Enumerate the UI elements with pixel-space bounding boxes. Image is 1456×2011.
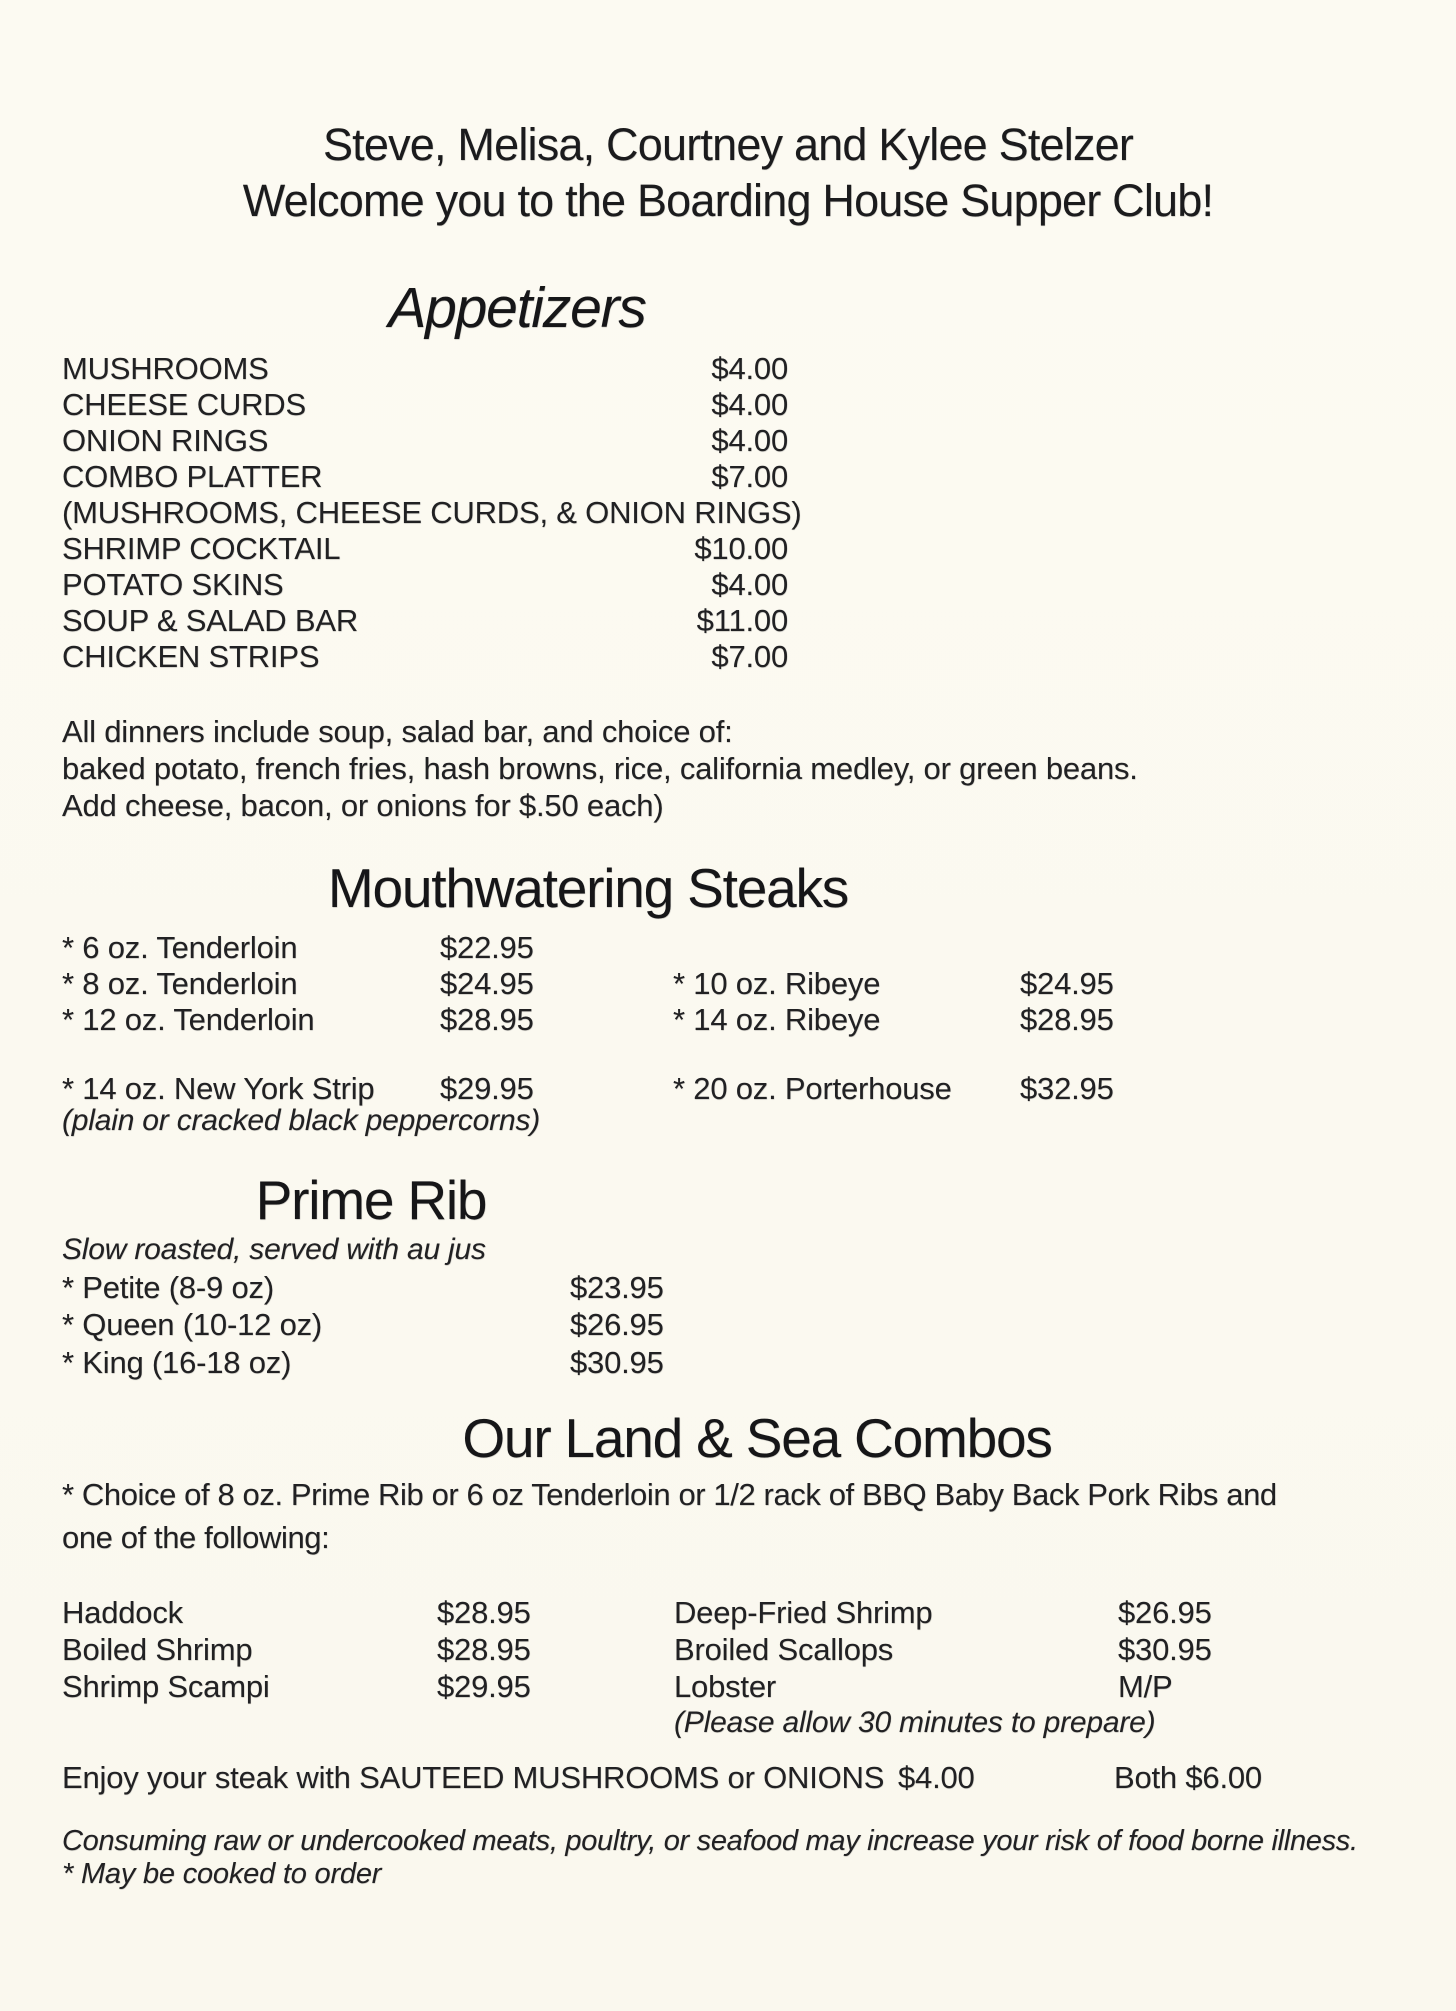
prime-rib-row: [0, 1307, 1456, 1343]
menu-item-name: * 8 oz. Tenderloin: [62, 966, 298, 1001]
land-sea-row: [0, 1595, 1456, 1631]
menu-item-row: [62, 567, 788, 603]
menu-item-name: Broiled Scallops: [674, 1632, 894, 1667]
lobster-preparation-note: (Please allow 30 minutes to prepare): [674, 1706, 1156, 1739]
menu-item-price: $4.00: [711, 423, 788, 458]
menu-item-name: Lobster: [674, 1669, 776, 1704]
prime-rib-heading: Prime Rib: [255, 1169, 487, 1231]
menu-item-name: SOUP & SALAD BAR: [62, 603, 359, 638]
steak-addons-row: [0, 1760, 1456, 1796]
menu-item-name: MUSHROOMS: [62, 351, 269, 386]
prime-rib-row: [0, 1345, 1456, 1381]
menu-item-name: * 10 oz. Ribeye: [673, 966, 881, 1001]
steak-row: [0, 1071, 1456, 1107]
steak-row: [0, 930, 1456, 966]
menu-item-price: $26.95: [570, 1307, 664, 1342]
prime-rib-row: [0, 1270, 1456, 1306]
menu-item-price: $28.95: [1020, 1002, 1114, 1037]
menu-item-row: [62, 423, 788, 459]
cooked-to-order-note: * May be cooked to order: [62, 1858, 382, 1890]
menu-item-price: $7.00: [711, 459, 788, 494]
menu-item-price: $30.95: [570, 1345, 664, 1380]
dinner-note-line: baked potato, french fries, hash browns, rice, california medley, or green beans.: [62, 751, 1138, 786]
land-sea-row: [0, 1632, 1456, 1668]
menu-item-price: $4.00: [711, 567, 788, 602]
menu-item-name: Haddock: [62, 1595, 183, 1630]
dinner-includes-note: [62, 713, 1138, 824]
menu-item-name: * 14 oz. Ribeye: [673, 1002, 881, 1037]
page-header: [0, 117, 1456, 229]
title-line-2: Welcome you to the Boarding House Supper Club!: [242, 175, 1214, 226]
appetizers-list: [62, 351, 802, 675]
menu-item-name: CHICKEN STRIPS: [62, 639, 320, 674]
menu-item-name: * 14 oz. New York Strip: [62, 1071, 375, 1106]
menu-item-price: $29.95: [437, 1669, 531, 1704]
land-sea-intro: [62, 1473, 1277, 1559]
menu-item-price: $24.95: [440, 966, 534, 1001]
menu-item-price: $7.00: [711, 639, 788, 674]
menu-item-price: $26.95: [1118, 1595, 1212, 1630]
land-sea-heading: Our Land & Sea Combos: [462, 1407, 1052, 1469]
menu-item-name: COMBO PLATTER: [62, 459, 323, 494]
menu-item-name: * Petite (8-9 oz): [62, 1270, 274, 1305]
menu-item-price: $32.95: [1020, 1071, 1114, 1106]
menu-item-row: [62, 387, 788, 423]
addon-both-price: Both $6.00: [1114, 1760, 1262, 1795]
menu-item-row: [62, 459, 788, 495]
food-safety-disclaimer: Consuming raw or undercooked meats, poultry, or seafood may increase your risk of food borne illness.: [62, 1825, 1358, 1857]
menu-item-name: CHEESE CURDS: [62, 387, 306, 422]
menu-item-price: $29.95: [440, 1071, 534, 1106]
menu-item-name: (MUSHROOMS, CHEESE CURDS, & ONION RINGS): [62, 495, 802, 530]
menu-item-row: [62, 351, 788, 387]
steak-row: [0, 966, 1456, 1002]
appetizers-heading: Appetizers: [388, 276, 646, 340]
menu-item-price: $28.95: [437, 1595, 531, 1630]
menu-item-price: $22.95: [440, 930, 534, 965]
menu-item-name: * 12 oz. Tenderloin: [62, 1002, 315, 1037]
menu-item-price: $4.00: [711, 351, 788, 386]
dinner-note-line: Add cheese, bacon, or onions for $.50 each): [62, 788, 664, 823]
menu-item-name: * King (16-18 oz): [62, 1345, 292, 1380]
menu-item-price: M/P: [1118, 1669, 1173, 1704]
menu-item-name: SHRIMP COCKTAIL: [62, 531, 341, 566]
dinner-note-line: All dinners include soup, salad bar, and choice of:: [62, 714, 733, 749]
menu-item-price: $28.95: [437, 1632, 531, 1667]
addon-label: Enjoy your steak with SAUTEED MUSHROOMS or ONIONS: [62, 1760, 885, 1795]
land-sea-row: [0, 1669, 1456, 1705]
menu-item-row: [62, 495, 802, 531]
prime-rib-subtitle: Slow roasted, served with au jus: [62, 1233, 486, 1266]
menu-item-row: [62, 531, 788, 567]
menu-item-row: [62, 603, 788, 639]
menu-item-price: $30.95: [1118, 1632, 1212, 1667]
menu-item-name: ONION RINGS: [62, 423, 269, 458]
menu-item-price: $24.95: [1020, 966, 1114, 1001]
menu-item-price: $23.95: [570, 1270, 664, 1305]
title-line-1: Steve, Melisa, Courtney and Kylee Stelzer: [322, 119, 1134, 170]
menu-item-row: [62, 639, 788, 675]
menu-item-name: * Queen (10-12 oz): [62, 1307, 323, 1342]
strip-preparation-note: (plain or cracked black peppercorns): [62, 1104, 541, 1137]
menu-item-name: Shrimp Scampi: [62, 1669, 270, 1704]
menu-item-name: * 20 oz. Porterhouse: [673, 1071, 952, 1106]
menu-item-price: $4.00: [711, 387, 788, 422]
menu-item-price: $11.00: [696, 603, 788, 638]
menu-item-name: POTATO SKINS: [62, 567, 284, 602]
menu-item-price: $10.00: [694, 531, 788, 566]
menu-item-name: * 6 oz. Tenderloin: [62, 930, 298, 965]
steak-row: [0, 1002, 1456, 1038]
addon-price: $4.00: [898, 1760, 975, 1795]
land-sea-intro-line: one of the following:: [62, 1520, 330, 1555]
menu-item-price: $28.95: [440, 1002, 534, 1037]
menu-item-name: Boiled Shrimp: [62, 1632, 253, 1667]
steaks-heading: Mouthwatering Steaks: [327, 857, 849, 919]
menu-item-name: Deep-Fried Shrimp: [674, 1595, 933, 1630]
land-sea-intro-line: * Choice of 8 oz. Prime Rib or 6 oz Tenderloin or 1/2 rack of BBQ Baby Back Pork Ribs and: [62, 1477, 1277, 1512]
